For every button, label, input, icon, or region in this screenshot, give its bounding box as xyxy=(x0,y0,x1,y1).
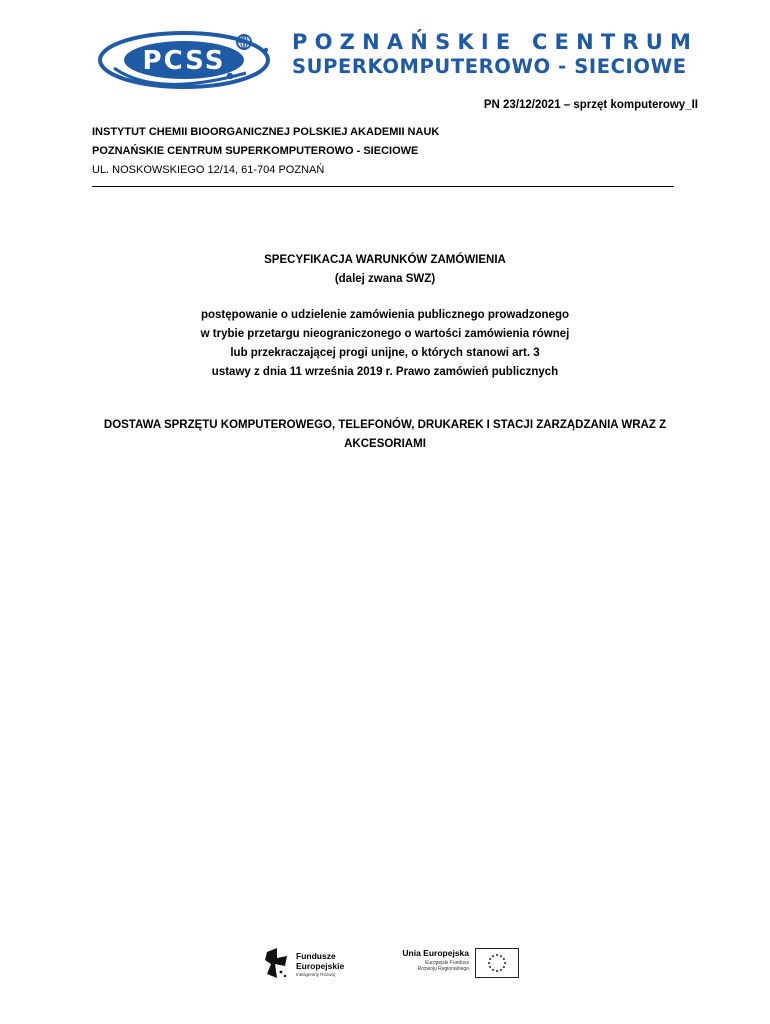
fundusze-europejskie-logo xyxy=(265,946,375,982)
pcss-logo-text: PCSS xyxy=(142,46,226,76)
header-divider xyxy=(92,186,674,187)
document-reference: PN 23/12/2021 – sprzęt komputerowy_II xyxy=(483,99,698,111)
address-block xyxy=(92,123,439,180)
pcss-logo xyxy=(96,28,276,90)
fe-line1: Fundusze xyxy=(296,951,336,961)
ue-line3: Rozwoju Regionalnego xyxy=(417,966,469,972)
institution-wordmark xyxy=(292,30,699,79)
spec-title: SPECYFIKACJA WARUNKÓW ZAMÓWIENIA xyxy=(264,254,506,266)
fe-line2: Europejskie xyxy=(296,961,345,971)
funding-logos xyxy=(265,944,525,984)
procedure-line: w trybie przetargu nieograniczonego o wartości zamówienia równej xyxy=(200,328,570,340)
center-name: POZNAŃSKIE CENTRUM SUPERKOMPUTEROWO - SIECIOWE xyxy=(92,145,419,157)
eu-flag-icon xyxy=(475,948,519,978)
procedure-line: postępowanie o udzielenie zamówienia publicznego prowadzonego xyxy=(200,309,570,321)
subject-line: AKCESORIAMI xyxy=(344,438,426,450)
wordmark-line2: SUPERKOMPUTEROWO - SIECIOWE xyxy=(292,55,687,78)
ue-line2: Europejski Fundusz xyxy=(425,960,469,966)
institute-name: INSTYTUT CHEMII BIOORGANICZNEJ POLSKIEJ AKADEMII NAUK xyxy=(92,126,440,138)
pcss-emblem-icon xyxy=(96,28,276,90)
procedure-line: lub przekraczającej progi unijne, o których stanowi art. 3 xyxy=(230,347,540,359)
fe-line3: Inteligentny Rozwój xyxy=(296,972,336,977)
street-address: UL. NOSKOWSKIEGO 12/14, 61-704 POZNAŃ xyxy=(92,164,325,176)
unia-europejska-text xyxy=(387,948,469,982)
spec-subtitle: (dalej zwana SWZ) xyxy=(334,273,436,285)
fundusze-europejskie-logo-icon xyxy=(265,948,289,980)
subject-block xyxy=(85,416,685,454)
subject-line: DOSTAWA SPRZĘTU KOMPUTEROWEGO, TELEFONÓW, DRUKAREK I STACJI ZARZĄDZANIA WRAZ Z xyxy=(103,419,667,431)
wordmark-line1: POZNAŃSKIE CENTRUM xyxy=(292,30,699,54)
spec-title-block xyxy=(85,251,685,289)
procedure-line: ustawy z dnia 11 września 2019 r. Prawo zamówień publicznych xyxy=(211,366,559,378)
procedure-block xyxy=(85,306,685,382)
ue-line1: Unia Europejska xyxy=(402,948,469,958)
